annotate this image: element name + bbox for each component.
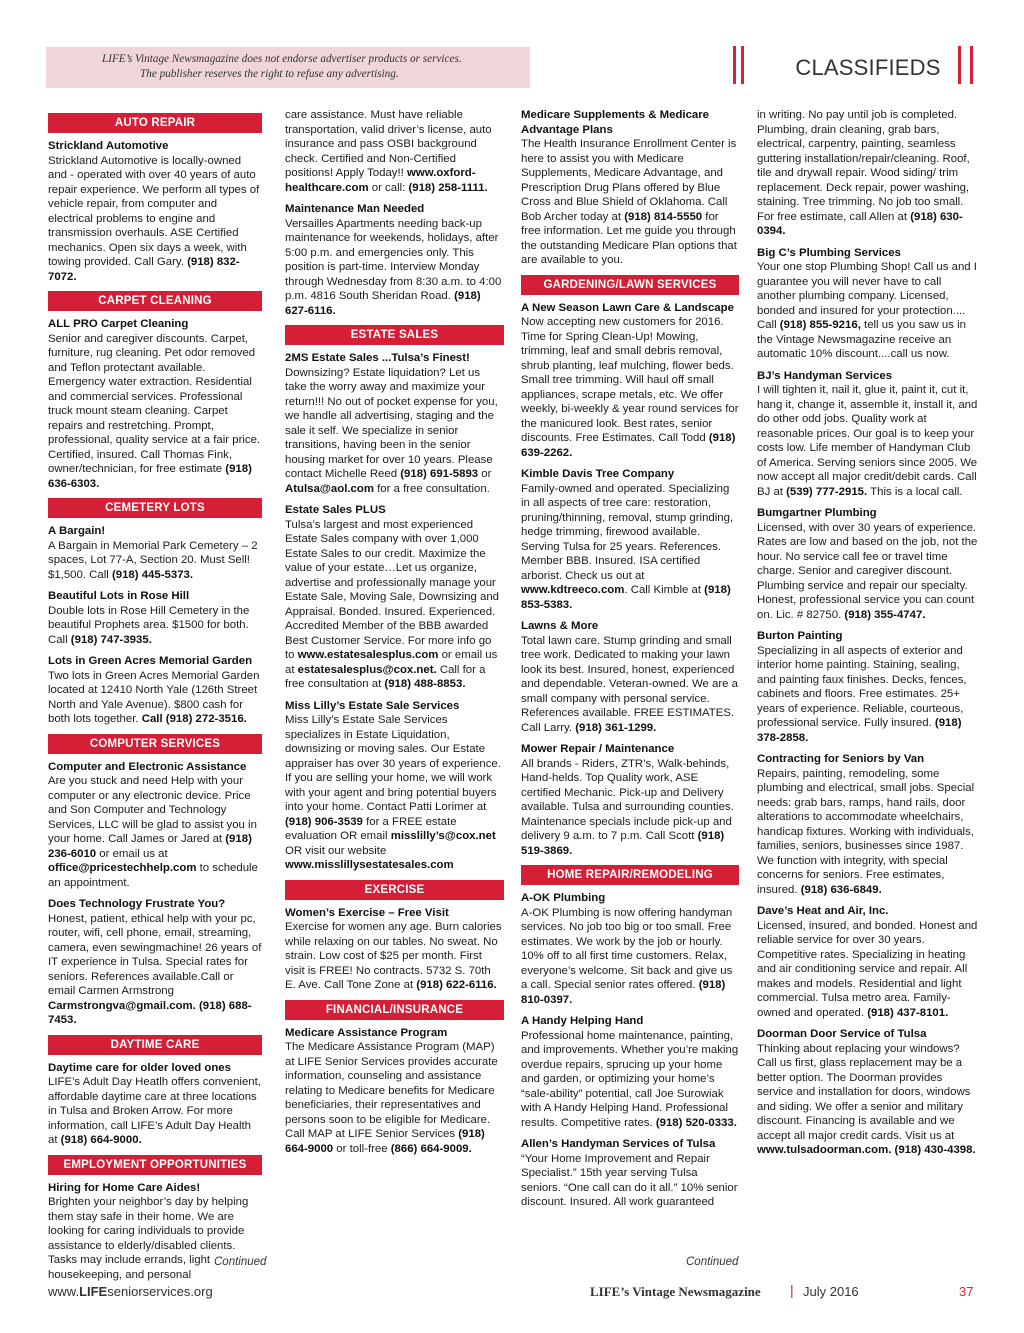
ad-body: Two lots in Green Acres Memorial Garden located at 12410 North Yale (126th Street North and Yale Avenue). $800 cash for both lots together. Call (918) 272-3516. — [48, 669, 260, 725]
classified-ad — [285, 202, 504, 318]
ad-body: Your one stop Plumbing Shop! Call us and I guarantee you will never have to call another plumbing company. Licensed, bonded and insured for your protection.... Call (918) 855-9216, tell us you saw us in the Vintage Newsmagazine receive an automatic 10% discount....call us now. — [757, 261, 977, 360]
column-1 — [48, 110, 262, 1289]
ad-title: A Handy Helping Hand — [521, 1015, 644, 1027]
classified-ad — [521, 742, 739, 858]
ad-body: I will tighten it, nail it, glue it, paint it, cut it, hang it, change it, assemble it, install it, and do other odd jobs. Quality work at reasonable prices. Our goal is to keep your costs low. Life member of Handyman Club of America. Serving seniors since 2005. We now accept all major credit/debit cards. Call BJ at (539) 777-2915. This is a local call. — [757, 384, 978, 498]
classified-ad — [48, 589, 262, 647]
ad-title: Computer and Electronic Assistance — [48, 760, 247, 773]
ad-body: Versailles Apartments needing back-up maintenance for weekends, holidays, after 5:00 p.m. and emergencies only. This position is part-time. Interview Monday through Wednesday from 8:30 a.m. to 4:00 p.m. 4816 South Sheridan Road. (918) 627-6116. — [285, 217, 502, 317]
section-header: AUTO REPAIR — [48, 113, 262, 133]
ad-body: The Medicare Assistance Program (MAP) at LIFE Senior Services provides accurate information, counseling and assistance relating to Medicare benefits for Medicare beneficiaries, their representatives and persons soon to be eligible for Medicare. Call MAP at LIFE Senior Services (918) 664-9000 or toll-free (866) 664-9009. — [285, 1041, 498, 1155]
section-header: ESTATE SALES — [285, 325, 504, 345]
footer-url-prefix: www. — [48, 1284, 80, 1299]
classified-ad — [757, 904, 979, 1020]
ad-body: Senior and caregiver discounts. Carpet, furniture, rug cleaning. Pet odor removed and Teflon protectant available. Emergency water extraction. Residential and commercial services. Professional truck mount steam cleaning. Carpet repairs and restretching. Prompt, professional, quality service at a fair price. Certified, insured. Call Thomas Fink, owner/technician, for free estimate (918) 636-6303. — [48, 332, 261, 490]
ad-title: 2MS Estate Sales ...Tulsa’s Finest! — [285, 352, 470, 364]
classified-ad — [757, 1027, 979, 1158]
section-header: DAYTIME CARE — [48, 1035, 262, 1055]
ad-title: Miss Lilly’s Estate Sale Services — [285, 699, 460, 712]
ad-body: “Your Home Improvement and Repair Specialist.” 15th year serving Tulsa seniors. “One call can do it all.” 10% senior discount. Insured. All work guaranteed — [521, 1152, 738, 1208]
classified-ad — [285, 351, 504, 496]
ad-title: Allen’s Handyman Services of Tulsa — [521, 1138, 716, 1150]
continued-note-right: Continued — [686, 1256, 739, 1268]
classified-ad — [48, 897, 262, 1028]
ad-body: The Health Insurance Enrollment Center is here to assist you with Medicare Supplements, Medicare Advantage, and Prescription Drug Plans offered by Blue Cross and Blue Shield of Oklahoma. Call Bob Archer today at (918) 814-5550 for free information. Let me guide you through the outstanding Medicare Plan options that are available to you. — [521, 138, 737, 266]
section-header: HOME REPAIR/REMODELING — [521, 865, 739, 885]
ad-body: in writing. No pay until job is completed. Plumbing, drain cleaning, grab bars, electrical, carpentry, painting, seamless guttering installation/repair/cleaning. Roof, tile and drywall repair. Wood siding/ trim replacement. Deck repair, power washing, staining. Tree trimming. No job too small. For free estimate, call Allen at (918) 630-0394. — [757, 109, 970, 237]
ad-body: Double lots in Rose Hill Cemetery in the beautiful Prophets area. $1500 for both. Call (918) 747-3935. — [48, 604, 250, 646]
header-bar-1 — [733, 46, 736, 84]
ad-body: A-OK Plumbing is now offering handyman services. No job too big or too small. Free estimates. We work by the job or hourly. 10% off to all first time customers. Relax, everyone’s welcome. Sit back and give us a call. Special senior rates offered. (918) 810-0397. — [521, 906, 733, 1006]
footer-website[interactable] — [48, 1284, 213, 1299]
header-bar-2 — [741, 46, 744, 84]
ad-body: Repairs, painting, remodeling, some plumbing and electrical, small jobs. Special needs: grab bars, ramps, hand rails, door alterations to accommodate wheelchairs, handicap fixtures. Working with individuals, families, seniors, businesses since 1987. We function with integrity, with special concerns for seniors. Free estimates, insured. (918) 636-6849. — [757, 767, 975, 896]
ad-title: Kimble Davis Tree Company — [521, 468, 675, 480]
ad-body: Licensed, insured, and bonded. Honest and reliable service for over 30 years. Competitive rates. Specializing in heating and air conditioning service and repair. All makes and models. Residential and light commercial. Tulsa metro area. Family-owned and operated. (918) 437-8101. — [757, 919, 978, 1019]
classified-ad — [521, 467, 739, 612]
classified-ad — [757, 752, 979, 897]
ad-title: Lawns & More — [521, 620, 599, 632]
continued-note-left: Continued — [214, 1256, 267, 1268]
ad-title: Doorman Door Service of Tulsa — [757, 1028, 927, 1040]
ad-title: A Bargain! — [48, 525, 106, 537]
classified-ad — [521, 619, 739, 735]
ad-body: Honest, patient, ethical help with your pc, router, wifi, cell phone, email, streaming, camera, even sewingmachine! 26 years of IT experience in Tulsa. Special rates for seniors. References available.Call or email Carmen Armstrong Carmstrongva@gmail.com. (918) 688-7453. — [48, 912, 262, 1026]
ad-body: Tulsa’s largest and most experienced Estate Sales company with over 1,000 Estate Sales to our credit. Maximize the value of your estate…Let us organize, advertise and professionally manage your Estate Sale, Moving Sale, Downsizing and Appraisal. Bonded. Insured. Experienced. Accredited Member of the BBB awarded Best Customer Service. For more info go to www.estatesalesplus.com or email us at estatesalesplus@cox.net. Call for a free consultation at (918) 488-8853. — [285, 518, 500, 690]
classified-ad — [757, 369, 979, 500]
disclaimer-line-2: The publisher reserves the right to refuse any advertising. — [140, 67, 399, 80]
ad-title: Big C’s Plumbing Services — [757, 246, 901, 259]
classified-ad — [285, 503, 504, 692]
ad-title: Women’s Exercise – Free Visit — [285, 906, 449, 919]
page-number: 37 — [959, 1284, 974, 1299]
ad-body: Strickland Automotive is locally-owned and - operated with over 40 years of auto repair experience. We perform all types of vehicle repair, from computer and electrical problems to engine and transmission overhauls. ASE Certified mechanics. Open six days a week, with towing provided. Call Gary. (918) 832-7072. — [48, 154, 260, 283]
classified-ad — [285, 108, 504, 195]
ad-title: BJ’s Handyman Services — [757, 369, 893, 382]
ad-body: A Bargain in Memorial Park Cemetery – 2 spaces, Lot 77-A, Section 20. Must Sell! $1,500. Call (918) 445-5373. — [48, 539, 258, 581]
classified-ad — [285, 699, 504, 873]
classified-ad — [521, 891, 739, 1007]
footer-magazine-name: LIFE’s Vintage Newsmagazine — [590, 1284, 761, 1299]
footer-url-suffix: seniorservices.org — [107, 1284, 213, 1299]
ad-body: Specializing in all aspects of exterior and interior home painting. Staining, sealing, and painting faux finishes. Decks, fences, cabinets and floors. Free estimates. 25+ years of experience. Reliable, courteous, professional service. Fully insured. (918) 378-2858. — [757, 644, 967, 744]
ad-body: Are you stuck and need Help with your computer or any electronic device. Price and Son Computer and Technology Services, LLC will be glad to assist you in your home. Call James or Jared at (918) 236-6010 or email us at office@pricestechhelp.com to schedule an appointment. — [48, 775, 258, 889]
ad-body: Downsizing? Estate liquidation? Let us take the worry away and maximize your return!!! No out of pocket expense for you, we handle all advertising, staging and the sale it self. We specialize in senior transitions, having been in the senior housing market for over 10 years. Please contact Michelle Reed (918) 691-5893 or Atulsa@aol.com for a free consultation. — [285, 366, 498, 495]
classified-ad — [48, 317, 262, 491]
header-bar-3 — [958, 46, 961, 84]
ad-body: Licensed, with over 30 years of experience. Rates are low and based on the job, not the hour. No service call fee or travel time charge. Senior and caregiver discount. Plumbing service and repair our specialty. Honest, professional service you can count on. Lic. # 82750. (918) 355-4747. — [757, 521, 978, 621]
section-header: CARPET CLEANING — [48, 291, 262, 311]
ad-body: Total lawn care. Stump grinding and small tree work. Dedicated to making your lawn look its best. Insured, honest, experienced and dependable. Veteran-owned. We are a small company with personal service. References available. FREE ESTIMATES. Call Larry. (918) 361-1299. — [521, 634, 739, 734]
ad-title: Strickland Automotive — [48, 140, 169, 152]
ad-title: A-OK Plumbing — [521, 892, 606, 904]
classified-ad — [48, 139, 262, 284]
ad-title: Lots in Green Acres Memorial Garden — [48, 655, 253, 667]
header-bar-4 — [970, 46, 973, 84]
footer-date: July 2016 — [803, 1284, 859, 1299]
section-header: EMPLOYMENT OPPORTUNITIES — [48, 1155, 262, 1175]
ad-title: Burton Painting — [757, 630, 843, 642]
classified-ad — [521, 1014, 739, 1130]
ad-body: Professional home maintenance, painting, and improvements. Whether you’re making overdue repairs, sprucing up your home and garden, or optimizing your home’s “sale-ability” potential, call Joe Surowiak with A Handy Helping Hand. Professional results. Competitive rates. (918) 520-0333. — [521, 1029, 739, 1129]
ad-body: Thinking about replacing your windows? Call us first, glass replacement may be a better option. The Doorman provides service and installation for doors, windows and siding. We offer a senior and military discount. Financing is available and we accept all major credit cards. Visit us at www.tulsadoorman.com. (918) 430-4398. — [757, 1042, 976, 1156]
ad-title: Contracting for Seniors by Van — [757, 753, 925, 765]
classified-ad — [48, 654, 262, 727]
ad-body: Now accepting new customers for 2016. Time for Spring Clean-Up! Mowing, trimming, leaf and small debris removal, shrub planting, leaf mulching, flower beds. Small tree trimming. Will haul off small appliances, scrape metals, etc. We offer weekly, bi-weekly & year round services for the manicured look. Best rates, senior discounts. Free Estimates. Call Todd (918) 639-2262. — [521, 316, 739, 459]
classified-ad — [521, 108, 739, 268]
column-3 — [521, 108, 739, 1217]
section-header: FINANCIAL/INSURANCE — [285, 1000, 504, 1020]
classified-ad — [521, 301, 739, 461]
classified-ad — [285, 1026, 504, 1157]
classified-ad — [757, 246, 979, 362]
classified-ad — [48, 760, 262, 891]
column-4 — [757, 108, 979, 1165]
page-title: CLASSIFIEDS — [795, 55, 941, 80]
section-header: CEMETERY LOTS — [48, 498, 262, 518]
disclaimer-line-1: LIFE’s Vintage Newsmagazine does not endorse advertiser products or services. — [102, 53, 462, 65]
ad-title: Does Technology Frustrate You? — [48, 898, 226, 910]
ad-title: Hiring for Home Care Aides! — [48, 1181, 201, 1194]
ad-body: care assistance. Must have reliable transportation, valid driver’s license, auto insurance and pass OSBI background check. Certified and Non-Certified positions! Apply Today!! www.oxford-healthcare.com or call: (918) 258-1111. — [285, 109, 492, 194]
ad-body: Brighten your neighbor’s day by helping them stay safe in their home. We are looking for caring individuals to provide assistance to elderly/disabled clients. Tasks may include errands, light housekeeping, and personal — [48, 1196, 249, 1281]
ad-title: Medicare Supplements & Medicare Advantage Plans — [521, 109, 710, 136]
footer-separator: | — [790, 1282, 794, 1298]
ad-body: Family-owned and operated. Specializing in all aspects of tree care: restoration, pruning/thinning, removal, stump grinding, hedge trimming, firewood available. Serving Tulsa for 25 years. References. Member BBB. Insured. ISA certified arborist. Check us out at www.kdtreeco.com. Call Kimble at (918) 853-5383. — [521, 482, 734, 611]
ad-body: All brands - Riders, ZTR’s, Walk-behinds, Hand-helds. Top Quality work, ASE certified Mechanic. Pick-up and Delivery available. Tulsa and surrounding counties. Maintenance specials include pick-up and delivery 9 a.m. to 7 p.m. Call Scott (918) 519-3869. — [521, 757, 734, 857]
ad-title: Dave’s Heat and Air, Inc. — [757, 905, 889, 917]
ad-title: Estate Sales PLUS — [285, 504, 386, 516]
ad-body: Miss Lilly’s Estate Sale Services specializes in Estate Liquidation, downsizing or moving sales. Our Estate appraiser has over 30 years of experience. If you are selling your home, we will work with your agent and bring potential buyers into your home. Contact Patti Lorimer at (918) 906-3539 for a FREE estate evaluation OR email misslilly’s@cox.net OR visit our website www.misslillysestatesales.com — [285, 714, 501, 871]
ad-title: Bumgartner Plumbing — [757, 507, 877, 519]
classified-ad — [757, 506, 979, 622]
section-header: COMPUTER SERVICES — [48, 734, 262, 754]
disclaimer-box — [46, 47, 530, 88]
classified-ad — [757, 108, 979, 239]
ad-title: A New Season Lawn Care & Landscape — [521, 301, 734, 314]
column-2 — [285, 108, 504, 1163]
ad-title: Beautiful Lots in Rose Hill — [48, 590, 190, 602]
ad-title: Maintenance Man Needed — [285, 203, 425, 215]
footer-url-bold: LIFE — [79, 1284, 108, 1299]
classified-ad — [757, 629, 979, 745]
ad-body: LIFE’s Adult Day Heatlh offers convenient, affordable daytime care at three locations in Tulsa and Broken Arrow. For more information, call LIFE’s Adult Day Health at (918) 664-9000. — [48, 1076, 261, 1146]
classified-ad — [48, 524, 262, 582]
classified-ad — [285, 906, 504, 993]
section-header: GARDENING/LAWN SERVICES — [521, 275, 739, 295]
ad-title: Mower Repair / Maintenance — [521, 743, 675, 755]
ad-title: Daytime care for older loved ones — [48, 1061, 231, 1074]
classified-ad — [521, 1137, 739, 1210]
classified-ad — [48, 1061, 262, 1148]
section-header: EXERCISE — [285, 880, 504, 900]
ad-title: ALL PRO Carpet Cleaning — [48, 318, 189, 330]
ad-body: Exercise for women any age. Burn calories while relaxing on our tables. No sweat. No strain. Low cost of $25 per month. First visit is FREE! No contracts. 5732 S. 70th E. Ave. Call Tone Zone at (918) 622-6116. — [285, 921, 502, 991]
ad-title: Medicare Assistance Program — [285, 1026, 448, 1039]
